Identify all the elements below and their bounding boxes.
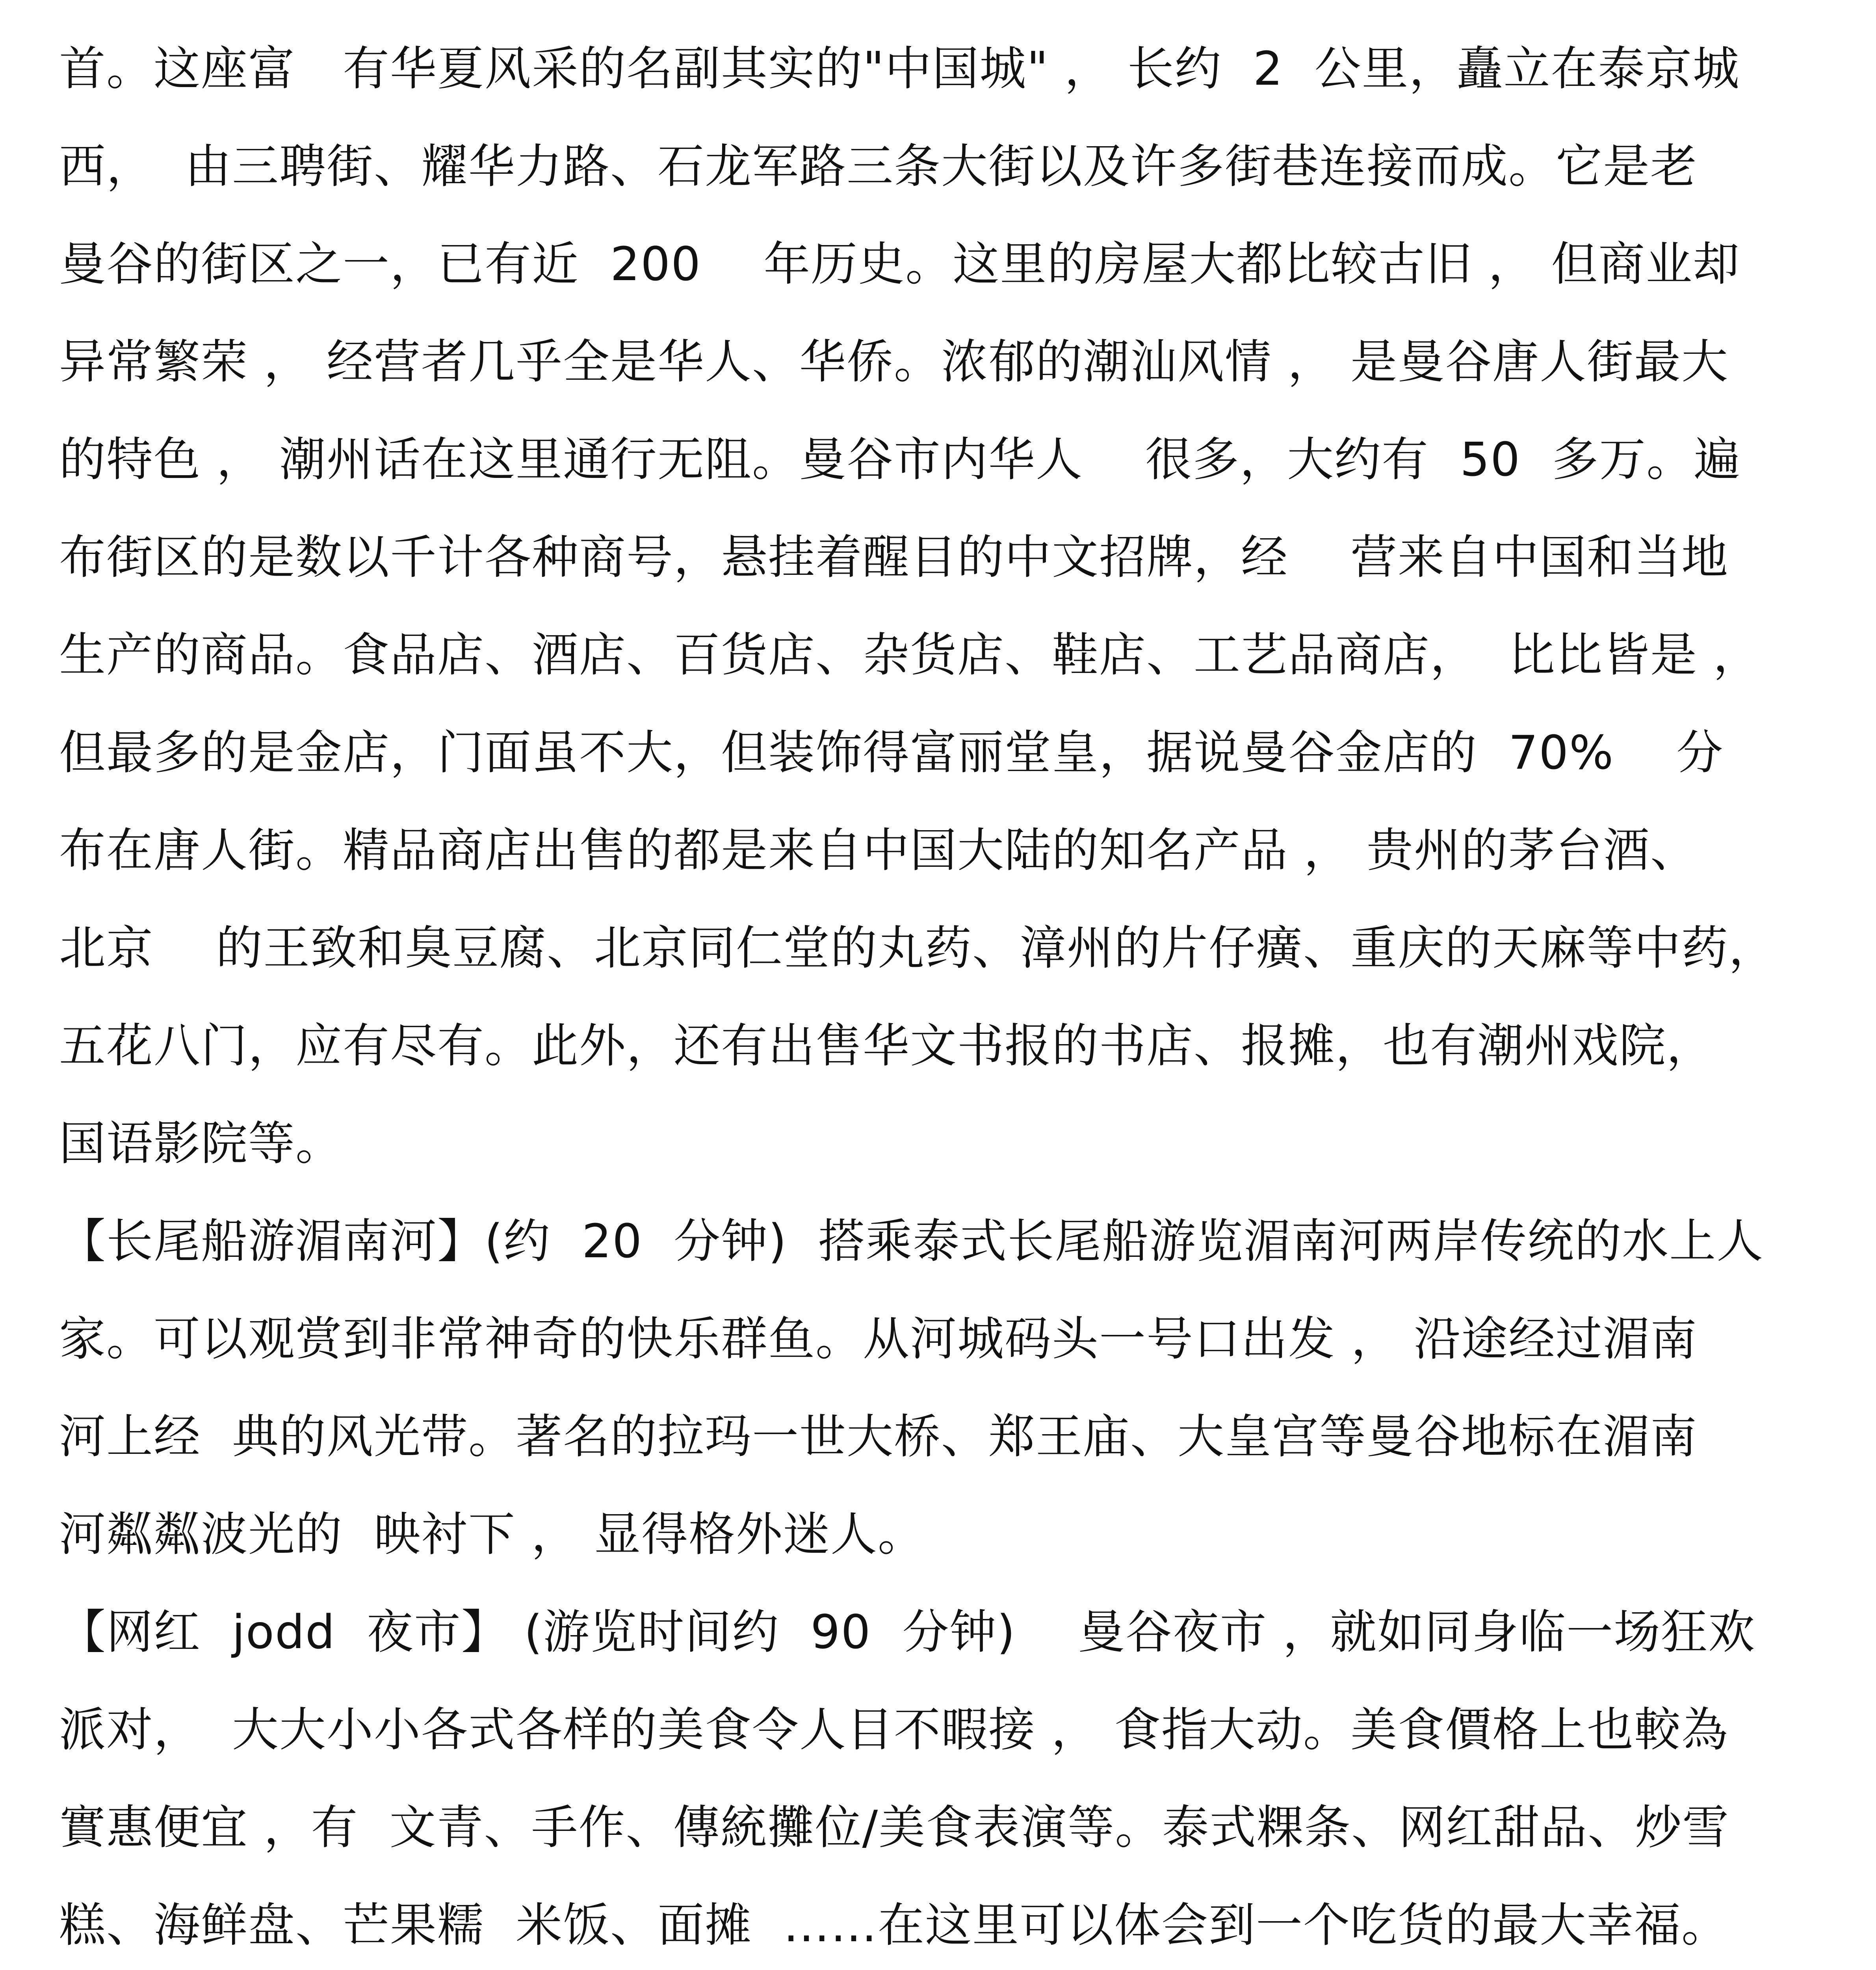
- text-line: 生产的商品。食品店、酒店、百货店、杂货店、鞋店、工艺品商店， 比比皆是 ，: [59, 628, 1761, 682]
- text-line: 糕、海鲜盘、芒果糯 米饭、面摊 ……在这里可以体会到一个吃货的最大幸福。: [59, 1898, 1729, 1952]
- paragraph-jodd-night-market: [59, 1583, 1825, 1970]
- text-line: 家。可以观赏到非常神奇的快乐群鱼。从河城码头一号口出发 ， 沿途经过湄南: [59, 1312, 1698, 1366]
- text-line: 异常繁荣 ， 经营者几乎全是华人、华侨。浓郁的潮汕风情 ， 是曼谷唐人街最大: [59, 335, 1729, 389]
- text-line: 河上经 典的风光带。著名的拉玛一世大桥、郑王庙、大皇宫等曼谷地标在湄南: [59, 1409, 1698, 1464]
- text-line: 實惠便宜 ，有 文青、手作、傳統攤位/美食表演等。泰式粿条、网红甜品、炒雪: [59, 1800, 1730, 1855]
- text-line: 布街区的是数以千计各种商号，悬挂着醒目的中文招牌，经 营来自中国和当地: [59, 530, 1729, 584]
- text-line: 【长尾船游湄南河】(约 20 分钟) 搭乘泰式长尾船游览湄南河两岸传统的水上人: [59, 1214, 1764, 1268]
- text-line: 首。这座富 有华夏风采的名副其实的"中国城" ， 长约 2 公里，矗立在泰京城: [59, 41, 1740, 96]
- text-line: 派对， 大大小小各式各样的美食令人目不暇接 ， 食指大动。美食價格上也較為: [59, 1702, 1729, 1757]
- text-line: 但最多的是金店，门面虽不大，但装饰得富丽堂皇，据说曼谷金店的 70% 分: [59, 725, 1724, 780]
- text-line: 西， 由三聘街、耀华力路、石龙军路三条大街以及许多街巷连接而成。它是老: [59, 139, 1698, 193]
- text-line: 五花八门，应有尽有。此外，还有出售华文书报的书店、报摊，也有潮州戏院，: [59, 1018, 1714, 1073]
- text-line: 【网红 jodd 夜市】 (游览时间约 90 分钟) 曼谷夜市 ，就如同身临一场狂欢: [59, 1605, 1756, 1659]
- paragraph-chinatown: [59, 20, 1825, 1192]
- text-line: 的特色 ， 潮州话在这里通行无阻。曼谷市内华人 很多，大约有 50 多万。遍: [59, 432, 1741, 487]
- text-line: 北京 的王致和臭豆腐、北京同仁堂的丸药、漳州的片仔癀、重庆的天麻等中药，: [59, 921, 1776, 975]
- text-line: 河粼粼波光的 映衬下 ， 显得格外迷人。: [59, 1507, 925, 1561]
- text-line: 国语影院等。: [59, 1116, 343, 1171]
- text-line: 布在唐人街。精品商店出售的都是来自中国大陆的知名产品 ， 贵州的茅台酒、: [59, 823, 1698, 877]
- paragraph-longtail-boat: [59, 1192, 1825, 1583]
- text-line: 曼谷的街区之一，已有近 200 年历史。这里的房屋大都比较古旧 ， 但商业却: [59, 237, 1740, 291]
